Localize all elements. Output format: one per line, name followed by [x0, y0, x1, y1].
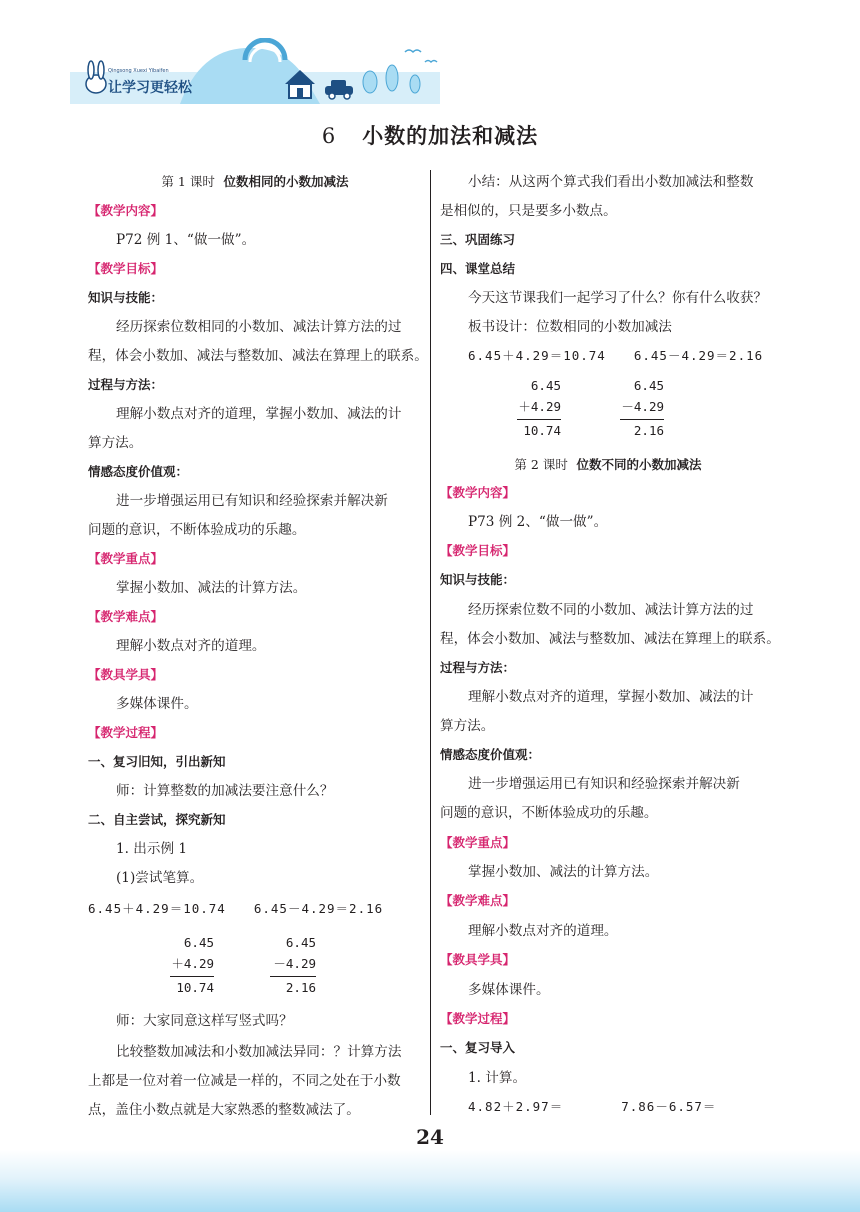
section-heading: 【教学难点】	[88, 609, 164, 624]
step-heading: 一、复习旧知，引出新知	[88, 754, 226, 769]
section-heading: 【教学目标】	[88, 261, 164, 276]
body-text: 问题的意识，不断体验成功的乐趣。	[88, 522, 306, 538]
logo-text: 让学习更轻松	[108, 80, 192, 96]
subheading: 情感态度价值观：	[440, 747, 541, 762]
logo-pinyin: Qingsong Xuexi Yibaifen	[108, 68, 169, 74]
vertical-top: 6.45	[285, 935, 316, 950]
bird-icon	[405, 50, 437, 62]
body-text: 今天这节课我们一起学习了什么？你有什么收获？	[468, 290, 768, 306]
vertical-operand: ＋4.29	[517, 397, 561, 420]
body-text: 理解小数点对齐的道理，掌握小数加、减法的计	[468, 689, 754, 705]
footer-band	[0, 1150, 860, 1212]
body-text: 算方法。	[88, 435, 143, 451]
body-text: 小结：从这两个算式我们看出小数加减法和整数	[468, 174, 754, 190]
lesson-title: 位数相同的小数加减法	[223, 174, 349, 189]
content-text: P73 例 2、“做一做”。	[468, 514, 608, 530]
vertical-top: 6.45	[530, 378, 561, 393]
body-text: 程，体会小数加、减法与整数加、减法在算理上的联系。	[88, 348, 428, 364]
equation-sub: 7.86－6.57＝	[621, 1099, 717, 1114]
vertical-addition	[517, 375, 561, 441]
body-text: 师：大家同意这样写竖式吗？	[116, 1013, 293, 1029]
body-text: 理解小数点对齐的道理。	[116, 638, 266, 654]
body-text: 经历探索位数相同的小数加、减法计算方法的过	[116, 319, 402, 335]
section-heading: 【教学目标】	[440, 543, 516, 558]
vertical-top: 6.45	[183, 935, 214, 950]
body-text: 上都是一位对着一位减是一样的，不同之处在于小数	[88, 1073, 401, 1089]
body-text: (1)尝试笔算。	[116, 870, 204, 886]
equation-row	[440, 342, 776, 370]
chapter-number: 6	[321, 124, 337, 148]
lesson-number: 第 1 课时	[161, 174, 215, 189]
vertical-addition	[170, 932, 214, 998]
subheading: 知识与技能：	[440, 572, 516, 587]
body-text: 点，盖住小数点就是大家熟悉的整数减法了。	[88, 1102, 360, 1118]
lesson-heading	[88, 168, 422, 196]
body-text: 多媒体课件。	[468, 982, 550, 998]
section-heading: 【教学重点】	[440, 835, 516, 850]
subheading: 情感态度价值观：	[88, 464, 189, 479]
body-text: 比较整数加减法和小数加减法异同：？计算方法	[116, 1044, 402, 1060]
vertical-subtraction	[270, 932, 316, 998]
body-text: 掌握小数加、减法的计算方法。	[468, 864, 659, 880]
lesson-title: 位数不同的小数加减法	[576, 457, 702, 472]
body-text: 是相似的，只是要多小数点。	[440, 203, 617, 219]
body-text: 问题的意识，不断体验成功的乐趣。	[440, 805, 658, 821]
content-text: P72 例 1、“做一做”。	[116, 232, 256, 248]
bunny-mascot-icon	[86, 61, 106, 93]
body-text: 进一步增强运用已有知识和经验探索并解决新	[116, 493, 388, 509]
section-heading: 【教学过程】	[440, 1011, 516, 1026]
section-heading: 【教具学具】	[440, 952, 516, 967]
body-text: 经历探索位数不同的小数加、减法计算方法的过	[468, 602, 754, 618]
equation-sub: 6.45－4.29＝2.16	[253, 901, 384, 916]
body-text: 多媒体课件。	[116, 696, 198, 712]
body-text: 1. 出示例 1	[116, 841, 188, 857]
page-title	[0, 120, 860, 150]
chapter-title: 小数的加法和减法	[362, 124, 539, 148]
section-heading: 【教具学具】	[88, 667, 164, 682]
vertical-result: 10.74	[176, 980, 214, 995]
equation-row	[88, 895, 422, 923]
body-text: 算方法。	[440, 718, 495, 734]
lesson-number: 第 2 课时	[514, 457, 568, 472]
body-text: 板书设计：位数相同的小数加减法	[468, 319, 672, 335]
section-heading: 【教学内容】	[440, 485, 516, 500]
body-text: 程，体会小数加、减法与整数加、减法在算理上的联系。	[440, 631, 780, 647]
body-text: 师：计算整数的加减法要注意什么？	[116, 783, 334, 799]
body-text: 1. 计算。	[468, 1070, 527, 1086]
equation-add: 6.45＋4.29＝10.74	[468, 348, 606, 363]
lesson-heading	[440, 451, 776, 479]
body-text: 理解小数点对齐的道理。	[468, 923, 618, 939]
header-banner	[70, 38, 440, 104]
section-heading: 【教学过程】	[88, 725, 164, 740]
subheading: 过程与方法：	[440, 660, 516, 675]
vertical-result: 2.16	[633, 423, 664, 438]
vertical-subtraction	[620, 375, 664, 441]
section-heading: 【教学重点】	[88, 551, 164, 566]
page-number: 24	[416, 1125, 444, 1149]
step-heading: 三、巩固练习	[440, 232, 516, 247]
step-heading: 一、复习导入	[440, 1040, 516, 1055]
body-text: 掌握小数加、减法的计算方法。	[116, 580, 307, 596]
section-heading: 【教学内容】	[88, 203, 164, 218]
equation-add: 6.45＋4.29＝10.74	[88, 901, 226, 916]
subheading: 过程与方法：	[88, 377, 164, 392]
step-heading: 二、自主尝试，探究新知	[88, 812, 226, 827]
vertical-result: 2.16	[285, 980, 316, 995]
section-heading: 【教学难点】	[440, 893, 516, 908]
vertical-operand: ＋4.29	[170, 954, 214, 977]
vertical-result: 10.74	[523, 423, 561, 438]
equation-row	[440, 1093, 776, 1121]
step-heading: 四、课堂总结	[440, 261, 516, 276]
equation-add: 4.82＋2.97＝	[468, 1099, 564, 1114]
vertical-top: 6.45	[633, 378, 664, 393]
tree-icon	[363, 65, 420, 93]
body-text: 理解小数点对齐的道理，掌握小数加、减法的计	[116, 406, 402, 422]
vertical-operand: －4.29	[270, 954, 316, 977]
equation-sub: 6.45－4.29＝2.16	[633, 348, 764, 363]
body-text: 进一步增强运用已有知识和经验探索并解决新	[468, 776, 740, 792]
subheading: 知识与技能：	[88, 290, 164, 305]
vertical-operand: －4.29	[620, 397, 664, 420]
